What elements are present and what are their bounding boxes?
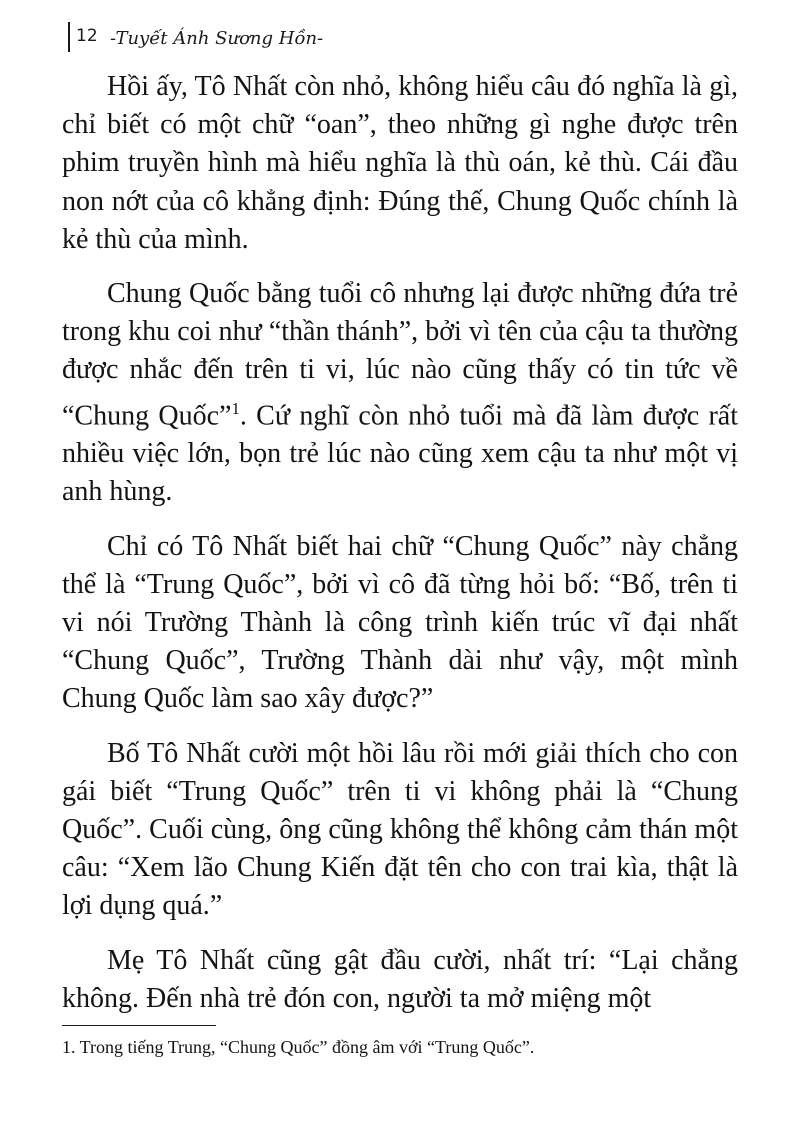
footnote-divider [62,1025,216,1026]
paragraph-4: Bố Tô Nhất cười một hồi lâu rồi mới giải thích cho con gái biết “Trung Quốc” trên ti vi không phải là “Chung Quốc”. Cuối cùng, ông cũng không thể không cảm thán một câu: “Xem lão Chung Kiến đặt tên cho con trai kìa, thật là lợi dụng quá.” [62,737,738,922]
body-text [62,68,738,1034]
paragraph-5: Mẹ Tô Nhất cũng gật đầu cười, nhất trí: “Lại chẳng không. Đến nhà trẻ đón con, người ta mở miệng một [62,944,738,1014]
page-number-bar [68,22,70,52]
paragraph-3: Chỉ có Tô Nhất biết hai chữ “Chung Quốc” này chẳng thể là “Trung Quốc”, bởi vì cô đã từng hỏi bố: “Bố, trên ti vi nói Trường Thành là công trình kiến trúc vĩ đại nhất “Chung Quốc”, Trường Thành dài như vậy, một mình Chung Quốc làm sao xây được?” [62,530,738,715]
running-title: -Tuyết Ánh Sương Hồn- [110,28,324,49]
paragraph-2: Chung Quốc bằng tuổi cô nhưng lại được những đứa trẻ trong khu coi như “thần thánh”, bởi vì tên của cậu ta thường được nhắc đến trên ti vi, lúc nào cũng thấy có tin tức về “Chung Quốc”$^1$. Cứ nghĩ còn nhỏ tuổi mà đã làm được rất nhiều việc lớn, bọn trẻ lúc nào cũng xem cậu ta như một vị anh hùng. [62,278,738,508]
footnote: 1. Trong tiếng Trung, “Chung Quốc” đồng âm với “Trung Quốc”. [62,1037,535,1057]
paragraph-1: Hồi ấy, Tô Nhất còn nhỏ, không hiểu câu đó nghĩa là gì, chỉ biết có một chữ “oan”, theo những gì nghe được trên phim truyền hình mà hiểu nghĩa là thù oán, kẻ thù. Cái đầu non nớt của cô khẳng định: Đúng thế, Chung Quốc chính là kẻ thù của mình. [62,71,738,255]
page-number: 12 [76,26,98,46]
